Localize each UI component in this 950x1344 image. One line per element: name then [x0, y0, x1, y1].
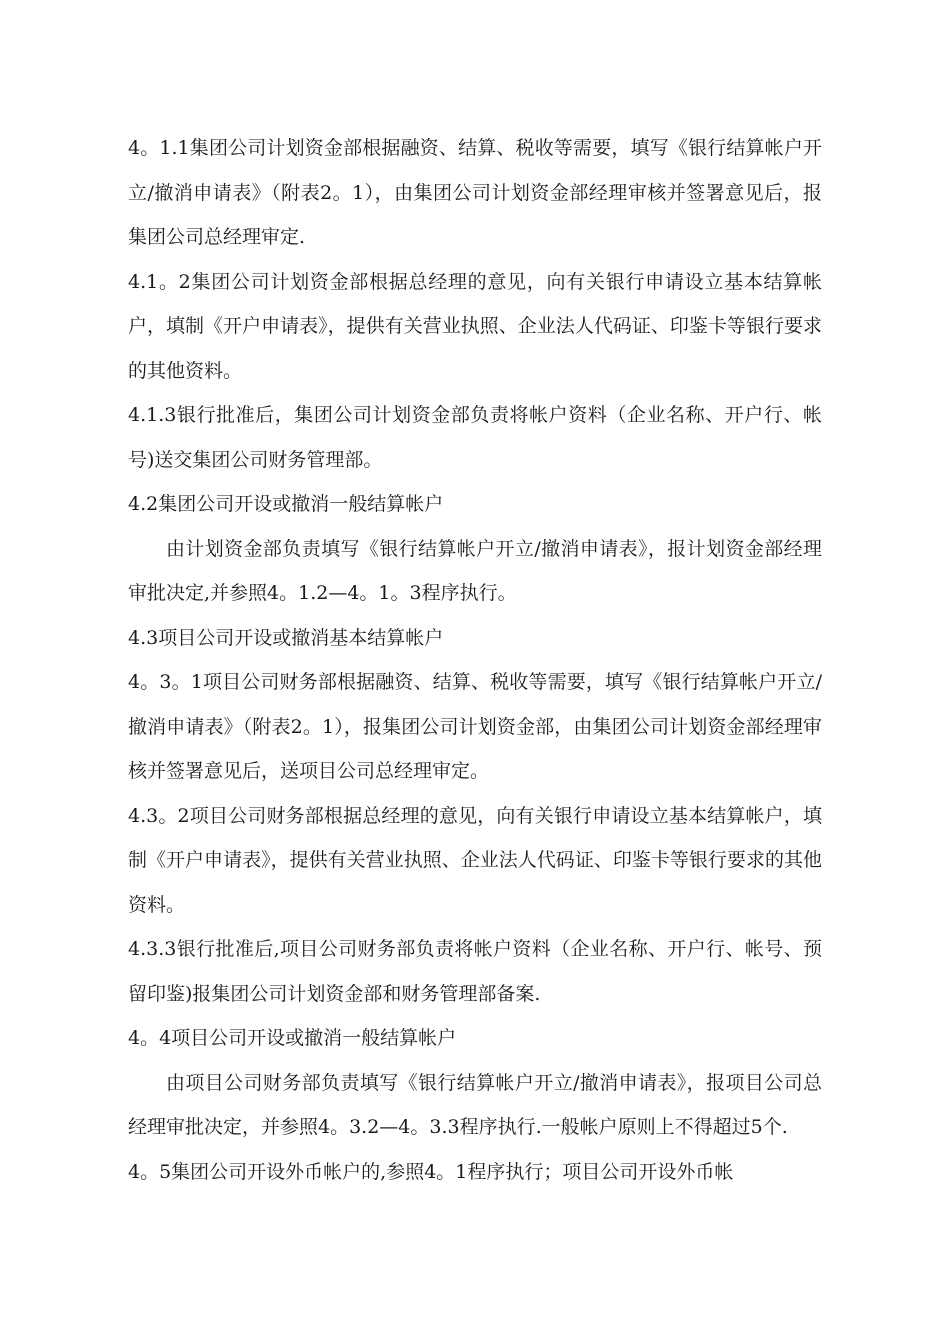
paragraph-4-3-3: 4.3.3银行批准后,项目公司财务部负责将帐户资料（企业名称、开户行、帐号、预留印鉴)报集团公司计划资金部和财务管理部备案.	[128, 938, 822, 1005]
paragraph-4-4-body: 由项目公司财务部负责填写《银行结算帐户开立/撤消申请表》，报项目公司总经理审批决定，并参照4。3.2—4。3.3程序执行.一般帐户原则上不得超过5个.	[128, 1071, 822, 1138]
paragraph-4-1-3: 4.1.3银行批准后，集团公司计划资金部负责将帐户资料（企业名称、开户行、帐号)送交集团公司财务管理部。	[128, 404, 822, 471]
paragraph-4-5: 4。5集团公司开设外币帐户的,参照4。1程序执行；项目公司开设外币帐	[128, 1160, 734, 1183]
paragraph-4-2-body: 由计划资金部负责填写《银行结算帐户开立/撤消申请表》，报计划资金部经理审批决定,并参照4。1.2—4。1。3程序执行。	[128, 537, 822, 604]
heading-4-4: 4。4项目公司开设或撤消一般结算帐户	[128, 1027, 457, 1049]
paragraph-4-3-1: 4。3。1项目公司财务部根据融资、结算、税收等需要，填写《银行结算帐户开立/撤消申请表》（附表2。1），报集团公司计划资金部，由集团公司计划资金部经理审核并签署意见后，送项目公司总经理审定。	[128, 671, 822, 782]
paragraph-4-1-1: 4。1.1集团公司计划资金部根据融资、结算、税收等需要，填写《银行结算帐户开立/撤消申请表》（附表2。1），由集团公司计划资金部经理审核并签署意见后，报集团公司总经理审定.	[128, 137, 822, 248]
paragraph-4-3-2: 4.3。2项目公司财务部根据总经理的意见，向有关银行申请设立基本结算帐户，填制《开户申请表》，提供有关营业执照、企业法人代码证、印鉴卡等银行要求的其他资料。	[128, 804, 822, 916]
document-page	[128, 126, 822, 1194]
heading-4-3: 4.3项目公司开设或撤消基本结算帐户	[128, 626, 444, 649]
heading-4-2: 4.2集团公司开设或撤消一般结算帐户	[128, 493, 444, 515]
paragraph-4-1-2: 4.1。2集团公司计划资金部根据总经理的意见，向有关银行申请设立基本结算帐户，填制《开户申请表》，提供有关营业执照、企业法人代码证、印鉴卡等银行要求的其他资料。	[128, 270, 822, 382]
